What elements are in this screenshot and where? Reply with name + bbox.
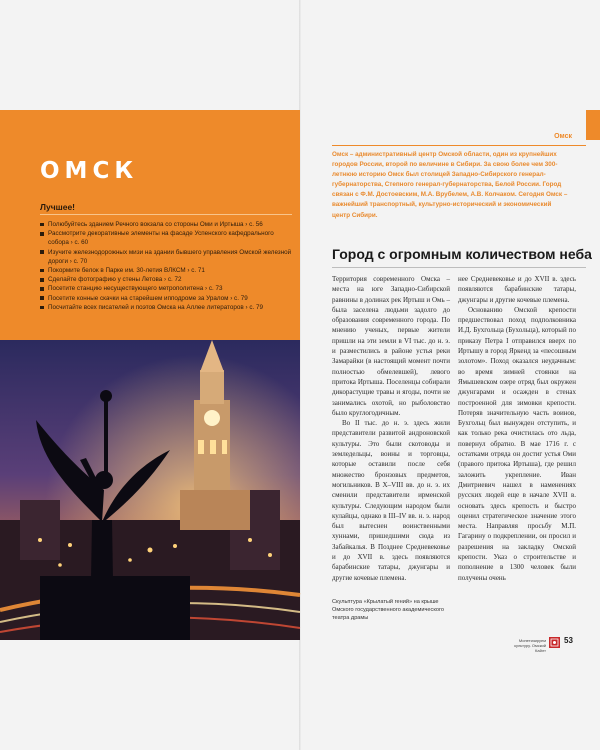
body-paragraph: Территория современного Омска – места на юге Западно-Сибирской равнины в долинах рек Иртыш и Омь – была заселена людьми задолго до образования современного города. По мнению ученых, первые жители пришли на эти земли в VI тыс. до н. э. и разместились в районе устья реки Замарайки (в настоящий момент почти полностью обмелевшей), левого притока Иртыша. Поселенцы собирали дикорастущие травы и ягоды, почти не занимались охотой, но рыболовство было круглогодичным. <box>332 275 450 417</box>
photo-illustration <box>0 340 300 640</box>
section-label: Омск <box>554 133 572 140</box>
best-item: Покормите белок в Парке им. 30-летия ВЛКСМ › с. 71 <box>40 266 296 275</box>
footer-series: Монетизируем культуру. Омский Кайлт <box>514 638 546 653</box>
best-item: Посетите конные скачки на старейшем ипподроме за Уралом › с. 79 <box>40 294 296 303</box>
body-paragraph: Основанию Омской крепости предшествовал поход подполковника И.Д. Бухгольца (Бухольца), который по приказу Петра I отправился вверх по Иртышу в город Яркенд за «песошным золотом». Поход оказался неудачным: во время зимней стоянки на Ямышевском озере отряд был окружен джунгарами и осажден в стенах построенной для зимовки крепости. Потеряв значительную часть воинов, Бухгольц был вынужден отступить, и как только река очистилась ото льда, повернул обратно. В мае 1716 г. с остатками отряда он достиг устья Оми (правого притока Иртыша), где решил заложить укрепление. Иван Дмитриевич нашел в наменениях русских людей еще в начале XVII в. основать здесь крепость и быстро оценил стратегическое значение этого места. Направляя просьбу М.П. Гагарину о подкреплении, он просил и разрешения на закладку Омской крепости. Указ о строительстве и пополнение в 1300 человек были получены очень <box>458 305 576 582</box>
best-item: Посетите станцию несуществующего метрополитена › с. 73 <box>40 284 296 293</box>
city-night-photo <box>0 340 300 640</box>
best-heading: Лучшее! <box>40 202 75 212</box>
lead-paragraph: Омск – административный центр Омской области, один из крупнейших городов России, второй по величине в Сибири. За свою более чем 300-летнюю историю Омск был столицей Западно-Сибирского генерал-губернаторства, Степного генерал-губернаторства, Белой России. Город связан с Ф.М. Достоевским, М.А. Врубелем, А.В. Колчаком. Сегодня Омск – важнейший транспортный, культурно-исторический и экономический центр Сибири. <box>332 151 568 219</box>
body-column-1 <box>332 274 450 582</box>
section-rule <box>332 145 586 146</box>
best-divider <box>40 214 292 215</box>
page-number: 53 <box>564 636 573 645</box>
city-title: ОМСК <box>40 158 139 184</box>
photo-caption: Скульптура «Крылатый гений» на крыше Омского государственного академического театра драмы <box>332 599 444 621</box>
article-title: Город с огромным количеством неба <box>332 246 592 262</box>
best-item: Посчитайте всех писателей и поэтов Омска на Аллее литераторов › с. 79 <box>40 303 296 312</box>
series-logo-icon <box>549 637 560 648</box>
body-paragraph: Во II тыс. до н. э. здесь жили представители развитой андроновской культуры. Это были скотоводы и земледельцы, воины и торговцы, которые оставили после себя множество бронзовых предметов, могильников. В Х–VIII вв. до н. э. их сменили представители ирменской культуры. Следующим народом были кулайцы, однако в III–IV вв. н. э. народ был вытеснен воинственными хуннами, пришедшими сюда из Забайкалья. В Позднее Средневековье и до XVII в. здесь появляются барабинские татары, джунгары и другие кочевые племена. <box>332 419 450 582</box>
body-paragraph: нее Средневековье и до XVII в. здесь появляются барабинские татары, джунгары и другие кочевые племена. <box>458 275 576 304</box>
best-item: Сделайте фотографию у стены Летова › с. 72 <box>40 275 296 284</box>
best-list <box>40 220 296 312</box>
best-item: Изучите железнодорожных мизи на здании бывшего управления Омской железной дороги › с. 70 <box>40 248 296 266</box>
section-tab <box>586 110 600 140</box>
title-rule <box>332 267 586 268</box>
body-column-2 <box>458 274 576 632</box>
best-item: Рассмотрите декоративные элементы на фасаде Успенского кафедрального собора › с. 60 <box>40 229 296 247</box>
best-item: Полюбуйтесь зданием Речного вокзала со стороны Оми и Иртыша › с. 56 <box>40 220 296 229</box>
